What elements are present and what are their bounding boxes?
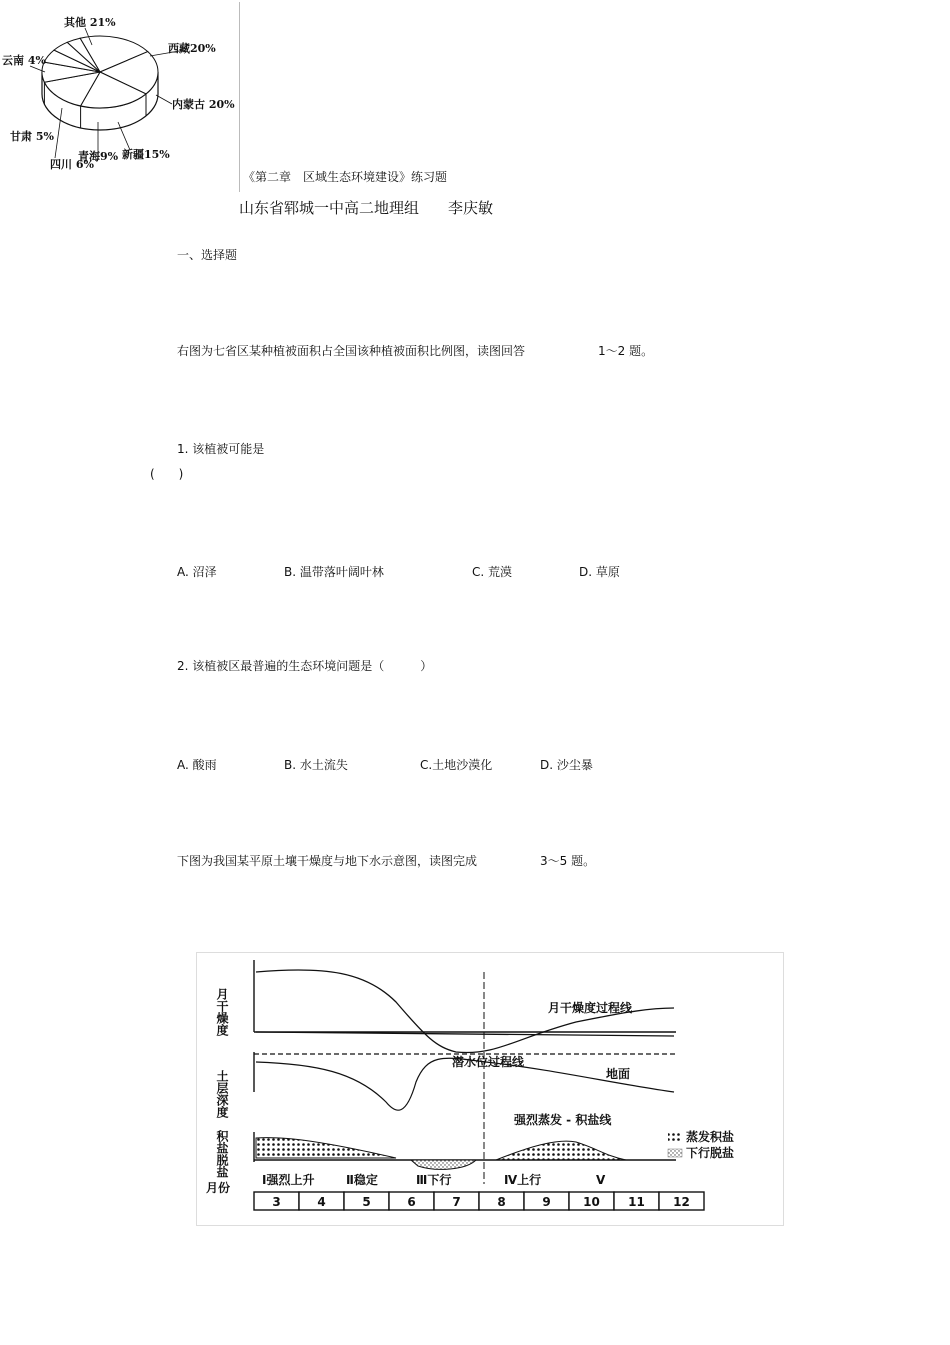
month-label: 3 [272, 1195, 281, 1209]
author-line: 山东省郓城一中高二地理组 [239, 199, 420, 217]
label-watertable: 潜水位过程线 [452, 1055, 525, 1069]
q2-stem: 2. 该植被区最普遍的生态环境问题是（ ） [177, 659, 433, 673]
q1-option-c: C. 荒漠 [472, 565, 513, 579]
intro-text-2: 下图为我国某平原土壤干燥度与地下水示意图，读图完成 [177, 854, 478, 868]
month-label: 7 [452, 1195, 461, 1209]
phase-5: Ⅴ [596, 1173, 606, 1187]
intro-text-1: 右图为七省区某种植被面积占全国该种植被面积比例图，读图回答 [177, 344, 526, 358]
q2-option-b: B. 水土流失 [284, 758, 348, 772]
month-label: 11 [628, 1195, 645, 1209]
pie-label-gansu: 甘肃 5% [10, 130, 54, 143]
month-label: 12 [673, 1195, 690, 1209]
pie-label-qinghai: 青海9% [78, 150, 119, 163]
month-label: 10 [583, 1195, 600, 1209]
q1-option-b: B. 温带落叶阔叶林 [284, 565, 384, 579]
intro-range-1: 1～2 题。 [598, 344, 654, 358]
divider-line [239, 2, 240, 192]
month-label: 9 [542, 1195, 551, 1209]
pie-label-neimenggu: 内蒙古 20% [172, 98, 235, 111]
pie-label-sichuan: 四川 6% [50, 158, 94, 171]
intro-range-2: 3～5 题。 [540, 854, 596, 868]
pie-label-qita: 其他 21% [64, 16, 116, 29]
q1-stem: 1. 该植被可能是 [177, 442, 265, 456]
q1-answer-paren: ( ) [150, 467, 184, 481]
month-label: 4 [317, 1195, 326, 1209]
q2-option-d: D. 沙尘暴 [540, 758, 593, 772]
month-label: 8 [497, 1195, 506, 1209]
label-dryness: 月干燥度 [215, 988, 229, 1036]
page-title: 《第二章 区域生态环境建设》练习题 [243, 170, 448, 184]
label-evaporation-line: 强烈蒸发 - 积盐线 [514, 1113, 612, 1127]
legend-accumulate: 蒸发积盐 [686, 1130, 735, 1144]
q1-option-a: A. 沼泽 [177, 565, 217, 579]
pie-slices [42, 36, 158, 130]
label-ground: 地面 [606, 1067, 631, 1081]
pie-label-yunnan: 云南 4% [2, 54, 46, 67]
phase-2: Ⅱ稳定 [346, 1173, 378, 1187]
phase-3: Ⅲ下行 [416, 1173, 452, 1187]
pie-label-xinjiang: 新疆15% [122, 148, 170, 161]
legend-desalinate: 下行脱盐 [686, 1146, 735, 1160]
q1-option-d: D. 草原 [579, 565, 620, 579]
label-dryness-curve: 月干燥度过程线 [548, 1001, 633, 1015]
q2-option-c: C.土地沙漠化 [420, 758, 493, 772]
soil-groundwater-diagram [196, 952, 784, 1226]
label-months: 月份 [206, 1181, 231, 1195]
section-heading: 一、选择题 [177, 248, 238, 262]
phase-4: Ⅳ上行 [504, 1173, 542, 1187]
q2-option-a: A. 酸雨 [177, 758, 217, 772]
month-label: 5 [362, 1195, 371, 1209]
author-name: 李庆敏 [448, 199, 494, 217]
month-row [254, 1192, 704, 1210]
phase-1: Ⅰ强烈上升 [262, 1173, 315, 1187]
label-salt: 积盐脱盐 [215, 1130, 229, 1178]
pie-chart [0, 0, 240, 190]
pie-label-xizang: 西藏20% [168, 42, 216, 55]
label-soil-depth: 土层深度 [215, 1070, 229, 1118]
month-label: 6 [407, 1195, 416, 1209]
